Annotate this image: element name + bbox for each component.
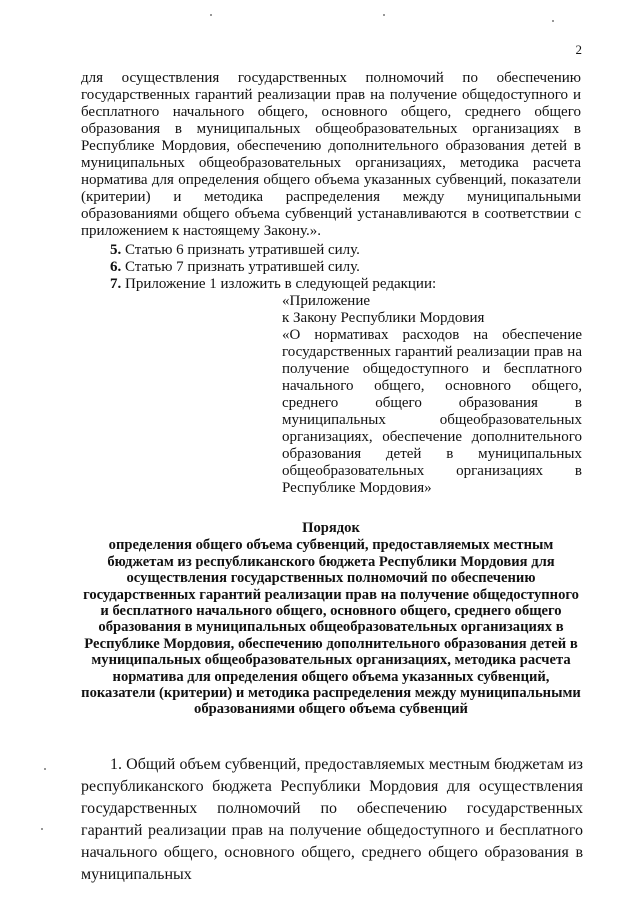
intro-paragraph-block [81, 70, 581, 240]
annex-line-2: к Закону Республики Мордовия [282, 310, 485, 326]
annex-header [282, 293, 582, 497]
paragraph-1: 1. Общий объем субвенций, предоставляемых местным бюджетам из республиканского бюджета Республики Мордовия для осуществления государственных полномочий по обеспечению государственных гарантий реализации прав на получение общедоступного и бесплатного начального общего, основного общего, среднего общего образования в муниципальных [81, 756, 583, 883]
item-text: Статью 6 признать утратившей силу. [121, 242, 360, 258]
section-subtitle: определения общего объема субвенций, предоставляемых местным бюджетам из республиканского бюджета Республики Мордовия для осуществления государственных полномочий по обеспечению государственных гарантий реализации прав на получение общедоступного и бесплатного начального общего, основного общего, среднего общего образования в муниципальных общеобразовательных организациях в Республике Мордовия, обеспечению дополнительного образования детей в муниципальных общеобразовательных организациях, методика расчета норматива для определения общего объема указанных субвенций, показатели (критерии) и методика распределения между муниципальными образованиями общего объема субвенций [81, 537, 581, 718]
amendment-items [81, 242, 581, 293]
item-text: Статью 7 признать утратившей силу. [121, 259, 360, 275]
annex-law-title: «О нормативах расходов на обеспечение государственных гарантий реализации прав на получение общедоступного и бесплатного начального общего, основного общего, среднего общего образования в муниципальных общеобразовательных организациях, обеспечение дополнительного образования детей в муниципальных общеобразовательных организациях в Республике Мордовия» [282, 327, 582, 496]
item-number: 6. [110, 259, 122, 275]
section-heading: Порядок [302, 520, 360, 536]
intro-paragraph: для осуществления государственных полномочий по обеспечению государственных гарантий реализации прав на получение общедоступного и бесплатного начального общего, основного общего, среднего общего образования в муниципальных общеобразовательных организациях в Республике Мордовия, обеспечению дополнительного образования детей в муниципальных общеобразовательных организациях, методика расчета норматива для определения общего объема указанных субвенций, показатели (критерии) и методика распределения между муниципальными образованиями общего объема субвенций устанавливаются в соответствии с приложением к настоящему Закону.». [81, 70, 581, 239]
section-title [81, 520, 581, 718]
amendment-item [81, 276, 581, 293]
annex-line-1: «Приложение [282, 293, 371, 309]
amendment-item [81, 259, 581, 276]
item-number: 7. [110, 276, 122, 292]
page-number: 2 [575, 42, 582, 57]
item-text: Приложение 1 изложить в следующей редакции: [121, 276, 437, 292]
item-number: 5. [110, 242, 122, 258]
amendment-item [81, 242, 581, 259]
